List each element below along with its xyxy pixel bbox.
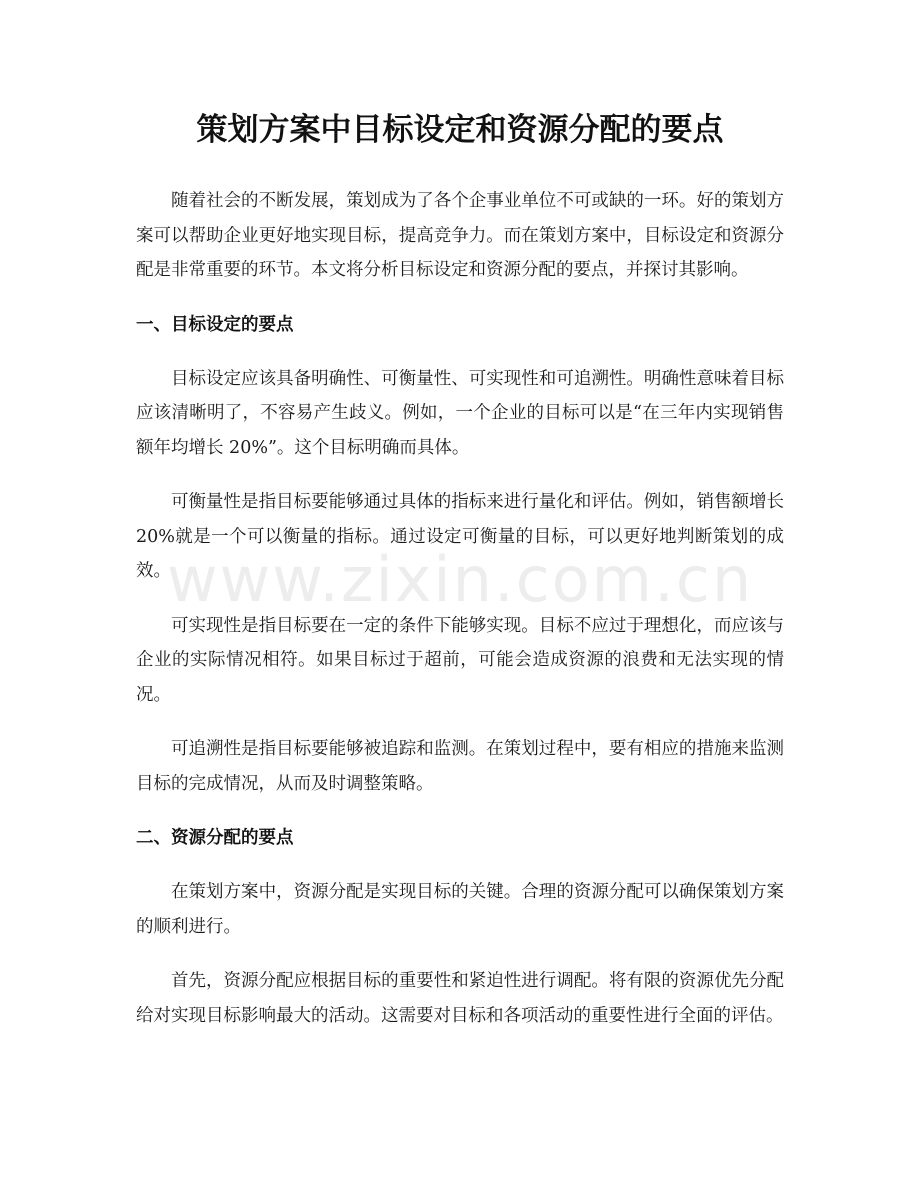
intro-paragraph: 随着社会的不断发展，策划成为了各个企事业单位不可或缺的一环。好的策划方案可以帮助企业更好地实现目标，提高竞争力。而在策划方案中，目标设定和资源分配是非常重要的环节。本文将分析目标设定和资源分配的要点，并探讨其影响。 bbox=[136, 191, 784, 280]
paragraph-resource-priority: 首先，资源分配应根据目标的重要性和紧迫性进行调配。将有限的资源优先分配给对实现目标影响最大的活动。这需要对目标和各项活动的重要性进行全面的评估。 bbox=[136, 971, 784, 1026]
document-title: 策划方案中目标设定和资源分配的要点 bbox=[196, 112, 724, 148]
paragraph-achievability: 可实现性是指目标要在一定的条件下能够实现。目标不应过于理想化，而应该与企业的实际情况相符。如果目标过于超前，可能会造成资源的浪费和无法实现的情况。 bbox=[136, 615, 784, 705]
section-heading-resource-allocation: 二、资源分配的要点 bbox=[136, 828, 294, 848]
paragraph-measurability: 可衡量性是指目标要能够通过具体的指标来进行量化和评估。例如，销售额增长 20%就是一个可以衡量的指标。通过设定可衡量的目标，可以更好地判断策划的成效。 bbox=[136, 492, 784, 581]
paragraph-clarity: 目标设定应该具备明确性、可衡量性、可实现性和可追溯性。明确性意味着目标应该清晰明了，不容易产生歧义。例如，一个企业的目标可以是“在三年内实现销售额年均增长 20%”。这个目标明确而具体。 bbox=[136, 368, 784, 458]
watermark: www.zixin.com.cn bbox=[166, 543, 754, 616]
paragraph-resource-key: 在策划方案中，资源分配是实现目标的关键。合理的资源分配可以确保策划方案的顺利进行。 bbox=[136, 882, 784, 937]
section-heading-goal-setting: 一、目标设定的要点 bbox=[136, 314, 294, 335]
paragraph-traceability: 可追溯性是指目标要能够被追踪和监测。在策划过程中，要有相应的措施来监测目标的完成情况，从而及时调整策略。 bbox=[136, 739, 784, 794]
document-body bbox=[136, 184, 784, 1053]
